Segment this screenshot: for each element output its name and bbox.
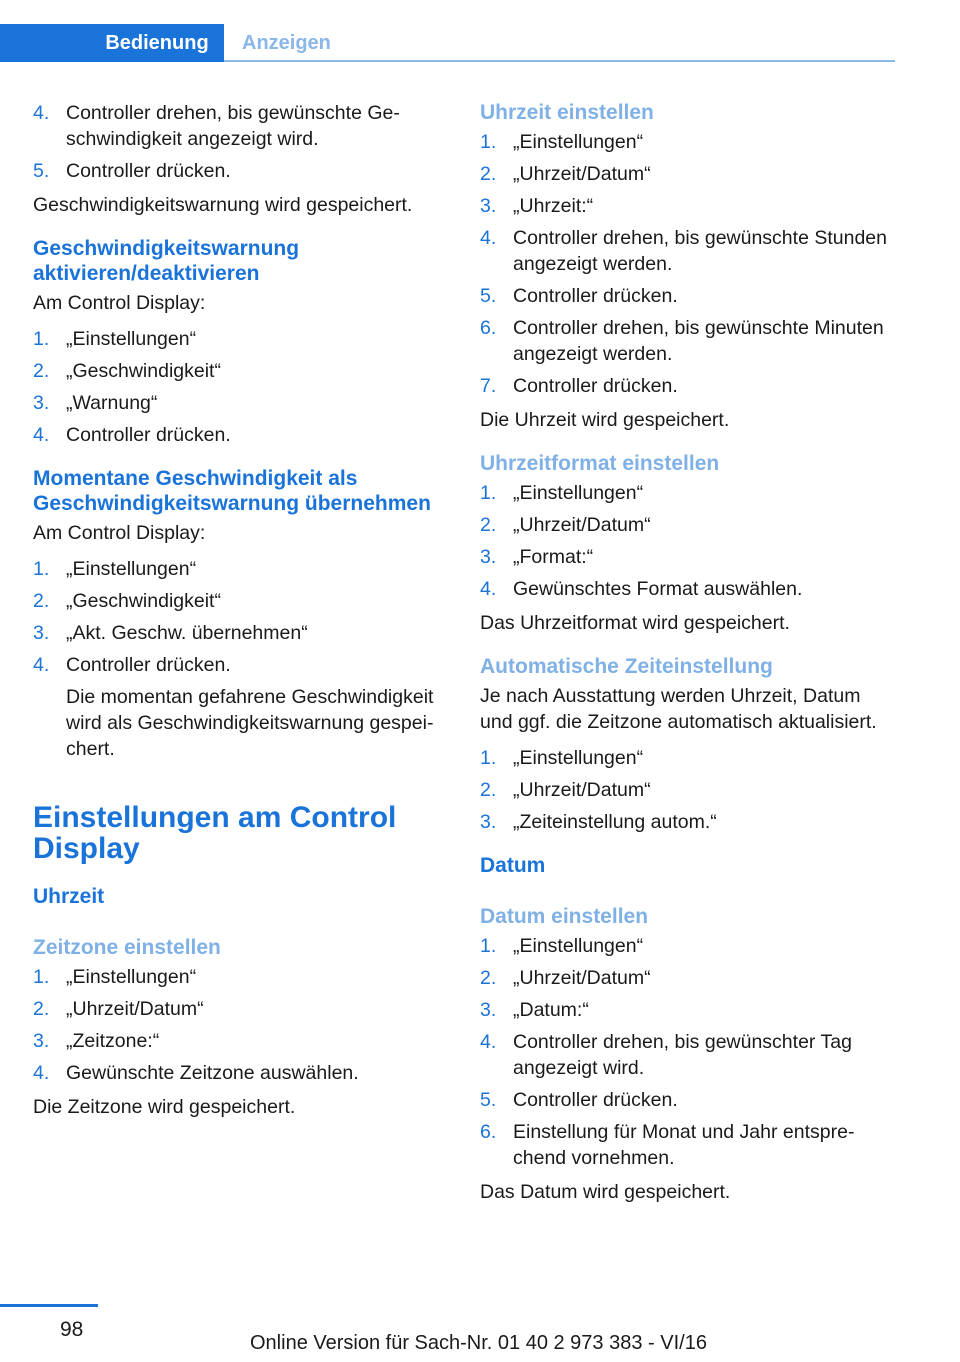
paragraph-zeitzone-saved: Die Zeitzone wird gespeichert. bbox=[33, 1096, 296, 1118]
page-title: Einstellungen am Control Display bbox=[33, 801, 397, 865]
list-item-number: 2. bbox=[33, 360, 50, 382]
list-item bbox=[480, 1087, 895, 1113]
list-item bbox=[33, 422, 448, 448]
list-item bbox=[33, 1060, 448, 1086]
list-item bbox=[480, 512, 895, 538]
list-item-number: 4. bbox=[480, 578, 497, 600]
heading-datum: Datum bbox=[480, 854, 546, 877]
list-item-text: „Geschwindigkeit“ bbox=[66, 360, 221, 382]
list-item-text: „Uhrzeit/Datum“ bbox=[513, 967, 651, 989]
list-item-text: „Format:“ bbox=[513, 546, 594, 568]
list-auto-steps bbox=[480, 745, 895, 835]
list-item-number: 1. bbox=[480, 747, 497, 769]
list-item-number: 2. bbox=[480, 779, 497, 801]
list-item-number: 4. bbox=[33, 654, 50, 676]
list-item bbox=[480, 1119, 895, 1171]
list-item bbox=[480, 129, 895, 155]
list-item-text: Controller drücken. bbox=[66, 424, 231, 446]
footer-online-version: Online Version für Sach-Nr. 01 40 2 973 383 - VI/16 bbox=[250, 1332, 707, 1354]
list-item-text: „Einstellungen“ bbox=[66, 558, 197, 580]
heading-datum-einstellen: Datum einstellen bbox=[480, 905, 649, 928]
list-item-text: „Einstellungen“ bbox=[513, 482, 644, 504]
list-item-text: „Uhrzeit/Datum“ bbox=[513, 514, 651, 536]
list-item-number: 2. bbox=[480, 967, 497, 989]
list-item-text: „Einstellungen“ bbox=[66, 328, 197, 350]
list-item-number: 4. bbox=[480, 1031, 497, 1053]
list-item bbox=[480, 965, 895, 991]
list-item-text: Controller drücken. bbox=[66, 654, 231, 676]
list-item bbox=[480, 161, 895, 187]
list-current-speed-steps bbox=[33, 556, 448, 762]
heading-warn-activate: Geschwindigkeitswarnung aktivieren/deaktivieren bbox=[33, 237, 300, 285]
list-item bbox=[33, 158, 448, 184]
list-item-number: 2. bbox=[33, 590, 50, 612]
list-item bbox=[480, 373, 895, 399]
list-item-number: 2. bbox=[33, 998, 50, 1020]
list-item-text: „Einstellungen“ bbox=[513, 935, 644, 957]
paragraph-uhrzeit-saved: Die Uhrzeit wird gespeichert. bbox=[480, 409, 730, 431]
list-item bbox=[480, 544, 895, 570]
list-item-number: 3. bbox=[480, 999, 497, 1021]
heading-uhrzeitformat: Uhrzeitformat einstellen bbox=[480, 452, 720, 475]
list-item-text: „Einstellungen“ bbox=[513, 747, 644, 769]
heading-current-speed: Momentane Geschwindigkeit als Geschwindigkeitswarnung übernehmen bbox=[33, 467, 431, 515]
list-datum-steps bbox=[480, 933, 895, 1171]
list-item-number: 3. bbox=[33, 392, 50, 414]
list-warn-steps bbox=[33, 326, 448, 448]
list-item-number: 2. bbox=[480, 514, 497, 536]
list-item-number: 6. bbox=[480, 317, 497, 339]
paragraph-auto-time: Je nach Ausstattung werden Uhrzeit, Datum und ggf. die Zeitzone automatisch aktualisiert. bbox=[480, 685, 877, 733]
list-item bbox=[33, 390, 448, 416]
list-item-text: Controller drehen, bis gewünschter Tag angezeigt wird. bbox=[513, 1031, 852, 1079]
page-number: 98 bbox=[60, 1318, 84, 1341]
list-item-text: Controller drücken. bbox=[513, 375, 678, 397]
list-item bbox=[33, 620, 448, 646]
list-item bbox=[33, 652, 448, 762]
list-item-text: Controller drehen, bis gewünschte Minuten angezeigt werden. bbox=[513, 317, 884, 365]
footer-divider bbox=[0, 1304, 98, 1307]
list-item-number: 1. bbox=[33, 966, 50, 988]
list-item-text: „Uhrzeit/Datum“ bbox=[513, 779, 651, 801]
list-item-text: Controller drehen, bis gewünschte Stunden angezeigt werden. bbox=[513, 227, 887, 275]
list-item bbox=[33, 588, 448, 614]
list-item bbox=[33, 964, 448, 990]
list-item bbox=[480, 480, 895, 506]
list-item-number: 1. bbox=[480, 131, 497, 153]
list-item-text: Controller drücken. bbox=[513, 1089, 678, 1111]
list-item-text: „Einstellungen“ bbox=[513, 131, 644, 153]
list-item bbox=[480, 997, 895, 1023]
list-item bbox=[480, 809, 895, 835]
list-item bbox=[480, 283, 895, 309]
list-item bbox=[33, 1028, 448, 1054]
header-divider bbox=[224, 60, 895, 62]
list-item bbox=[480, 225, 895, 277]
list-item-number: 7. bbox=[480, 375, 497, 397]
list-item-text: „Zeiteinstellung autom.“ bbox=[513, 811, 717, 833]
list-item-text: „Einstellungen“ bbox=[66, 966, 197, 988]
list-item-text: „Uhrzeit/Datum“ bbox=[513, 163, 651, 185]
heading-uhrzeit-einstellen: Uhrzeit einstellen bbox=[480, 101, 654, 124]
right-column bbox=[480, 100, 895, 1215]
list-item-number: 4. bbox=[33, 1062, 50, 1084]
tab-bedienung[interactable]: Bedienung bbox=[0, 24, 224, 62]
list-item-text: „Uhrzeit/Datum“ bbox=[66, 998, 204, 1020]
list-item-text: Controller drehen, bis gewünschte Geschwindigkeit angezeigt wird. bbox=[66, 102, 400, 150]
list-item-number: 3. bbox=[33, 622, 50, 644]
list-item-text: „Geschwindigkeit“ bbox=[66, 590, 221, 612]
list-item bbox=[480, 315, 895, 367]
list-item-number: 3. bbox=[480, 811, 497, 833]
list-item bbox=[33, 358, 448, 384]
list-item bbox=[480, 576, 895, 602]
list-format-steps bbox=[480, 480, 895, 602]
list-item bbox=[480, 1029, 895, 1081]
list-speed-steps bbox=[33, 100, 448, 184]
list-item bbox=[480, 193, 895, 219]
list-item-number: 1. bbox=[33, 328, 50, 350]
tab-anzeigen[interactable]: Anzeigen bbox=[242, 31, 331, 54]
list-item-text: „Datum:“ bbox=[513, 999, 589, 1021]
list-item-number: 5. bbox=[480, 285, 497, 307]
list-item-number: 3. bbox=[480, 546, 497, 568]
list-item-number: 4. bbox=[33, 102, 50, 124]
list-zeitzone-steps bbox=[33, 964, 448, 1086]
left-column bbox=[33, 100, 448, 1130]
list-item-number: 2. bbox=[480, 163, 497, 185]
list-item-text: Gewünschte Zeitzone auswählen. bbox=[66, 1062, 359, 1084]
list-item-text: „Uhrzeit:“ bbox=[513, 195, 594, 217]
list-item-number: 5. bbox=[33, 160, 50, 182]
list-item bbox=[33, 556, 448, 582]
list-item-text: Controller drücken. bbox=[66, 160, 231, 182]
paragraph-format-saved: Das Uhrzeitformat wird gespeichert. bbox=[480, 612, 790, 634]
paragraph-control-display-1: Am Control Display: bbox=[33, 292, 206, 314]
page-header bbox=[0, 0, 895, 62]
paragraph-datum-saved: Das Datum wird gespeichert. bbox=[480, 1181, 731, 1203]
list-item bbox=[480, 777, 895, 803]
list-item bbox=[33, 996, 448, 1022]
list-item-text: Controller drücken. bbox=[513, 285, 678, 307]
list-item-text: „Akt. Geschw. übernehmen“ bbox=[66, 622, 308, 644]
list-item-text: „Zeitzone:“ bbox=[66, 1030, 160, 1052]
heading-uhrzeit: Uhrzeit bbox=[33, 885, 105, 908]
list-item-number: 3. bbox=[480, 195, 497, 217]
list-item-number: 3. bbox=[33, 1030, 50, 1052]
heading-zeitzone: Zeitzone einstellen bbox=[33, 936, 221, 959]
list-item-note: Die momentan gefahrene Geschwindigkeit wird als Geschwindigkeitswarnung gespeichert. bbox=[66, 686, 434, 760]
list-item bbox=[33, 326, 448, 352]
list-item-text: „Warnung“ bbox=[66, 392, 158, 414]
list-item bbox=[33, 100, 448, 152]
list-item-number: 6. bbox=[480, 1121, 497, 1143]
paragraph-control-display-2: Am Control Display: bbox=[33, 522, 206, 544]
list-item bbox=[480, 933, 895, 959]
paragraph-speed-saved: Geschwindigkeitswarnung wird gespeichert. bbox=[33, 194, 413, 216]
list-item-number: 1. bbox=[33, 558, 50, 580]
list-item-text: Einstellung für Monat und Jahr entsprechend vornehmen. bbox=[513, 1121, 855, 1169]
list-item-number: 1. bbox=[480, 482, 497, 504]
list-item-number: 5. bbox=[480, 1089, 497, 1111]
list-item bbox=[480, 745, 895, 771]
list-uhrzeit-steps bbox=[480, 129, 895, 399]
list-item-number: 1. bbox=[480, 935, 497, 957]
list-item-number: 4. bbox=[33, 424, 50, 446]
list-item-text: Gewünschtes Format auswählen. bbox=[513, 578, 803, 600]
heading-auto-time: Automatische Zeiteinstellung bbox=[480, 655, 773, 678]
list-item-number: 4. bbox=[480, 227, 497, 249]
